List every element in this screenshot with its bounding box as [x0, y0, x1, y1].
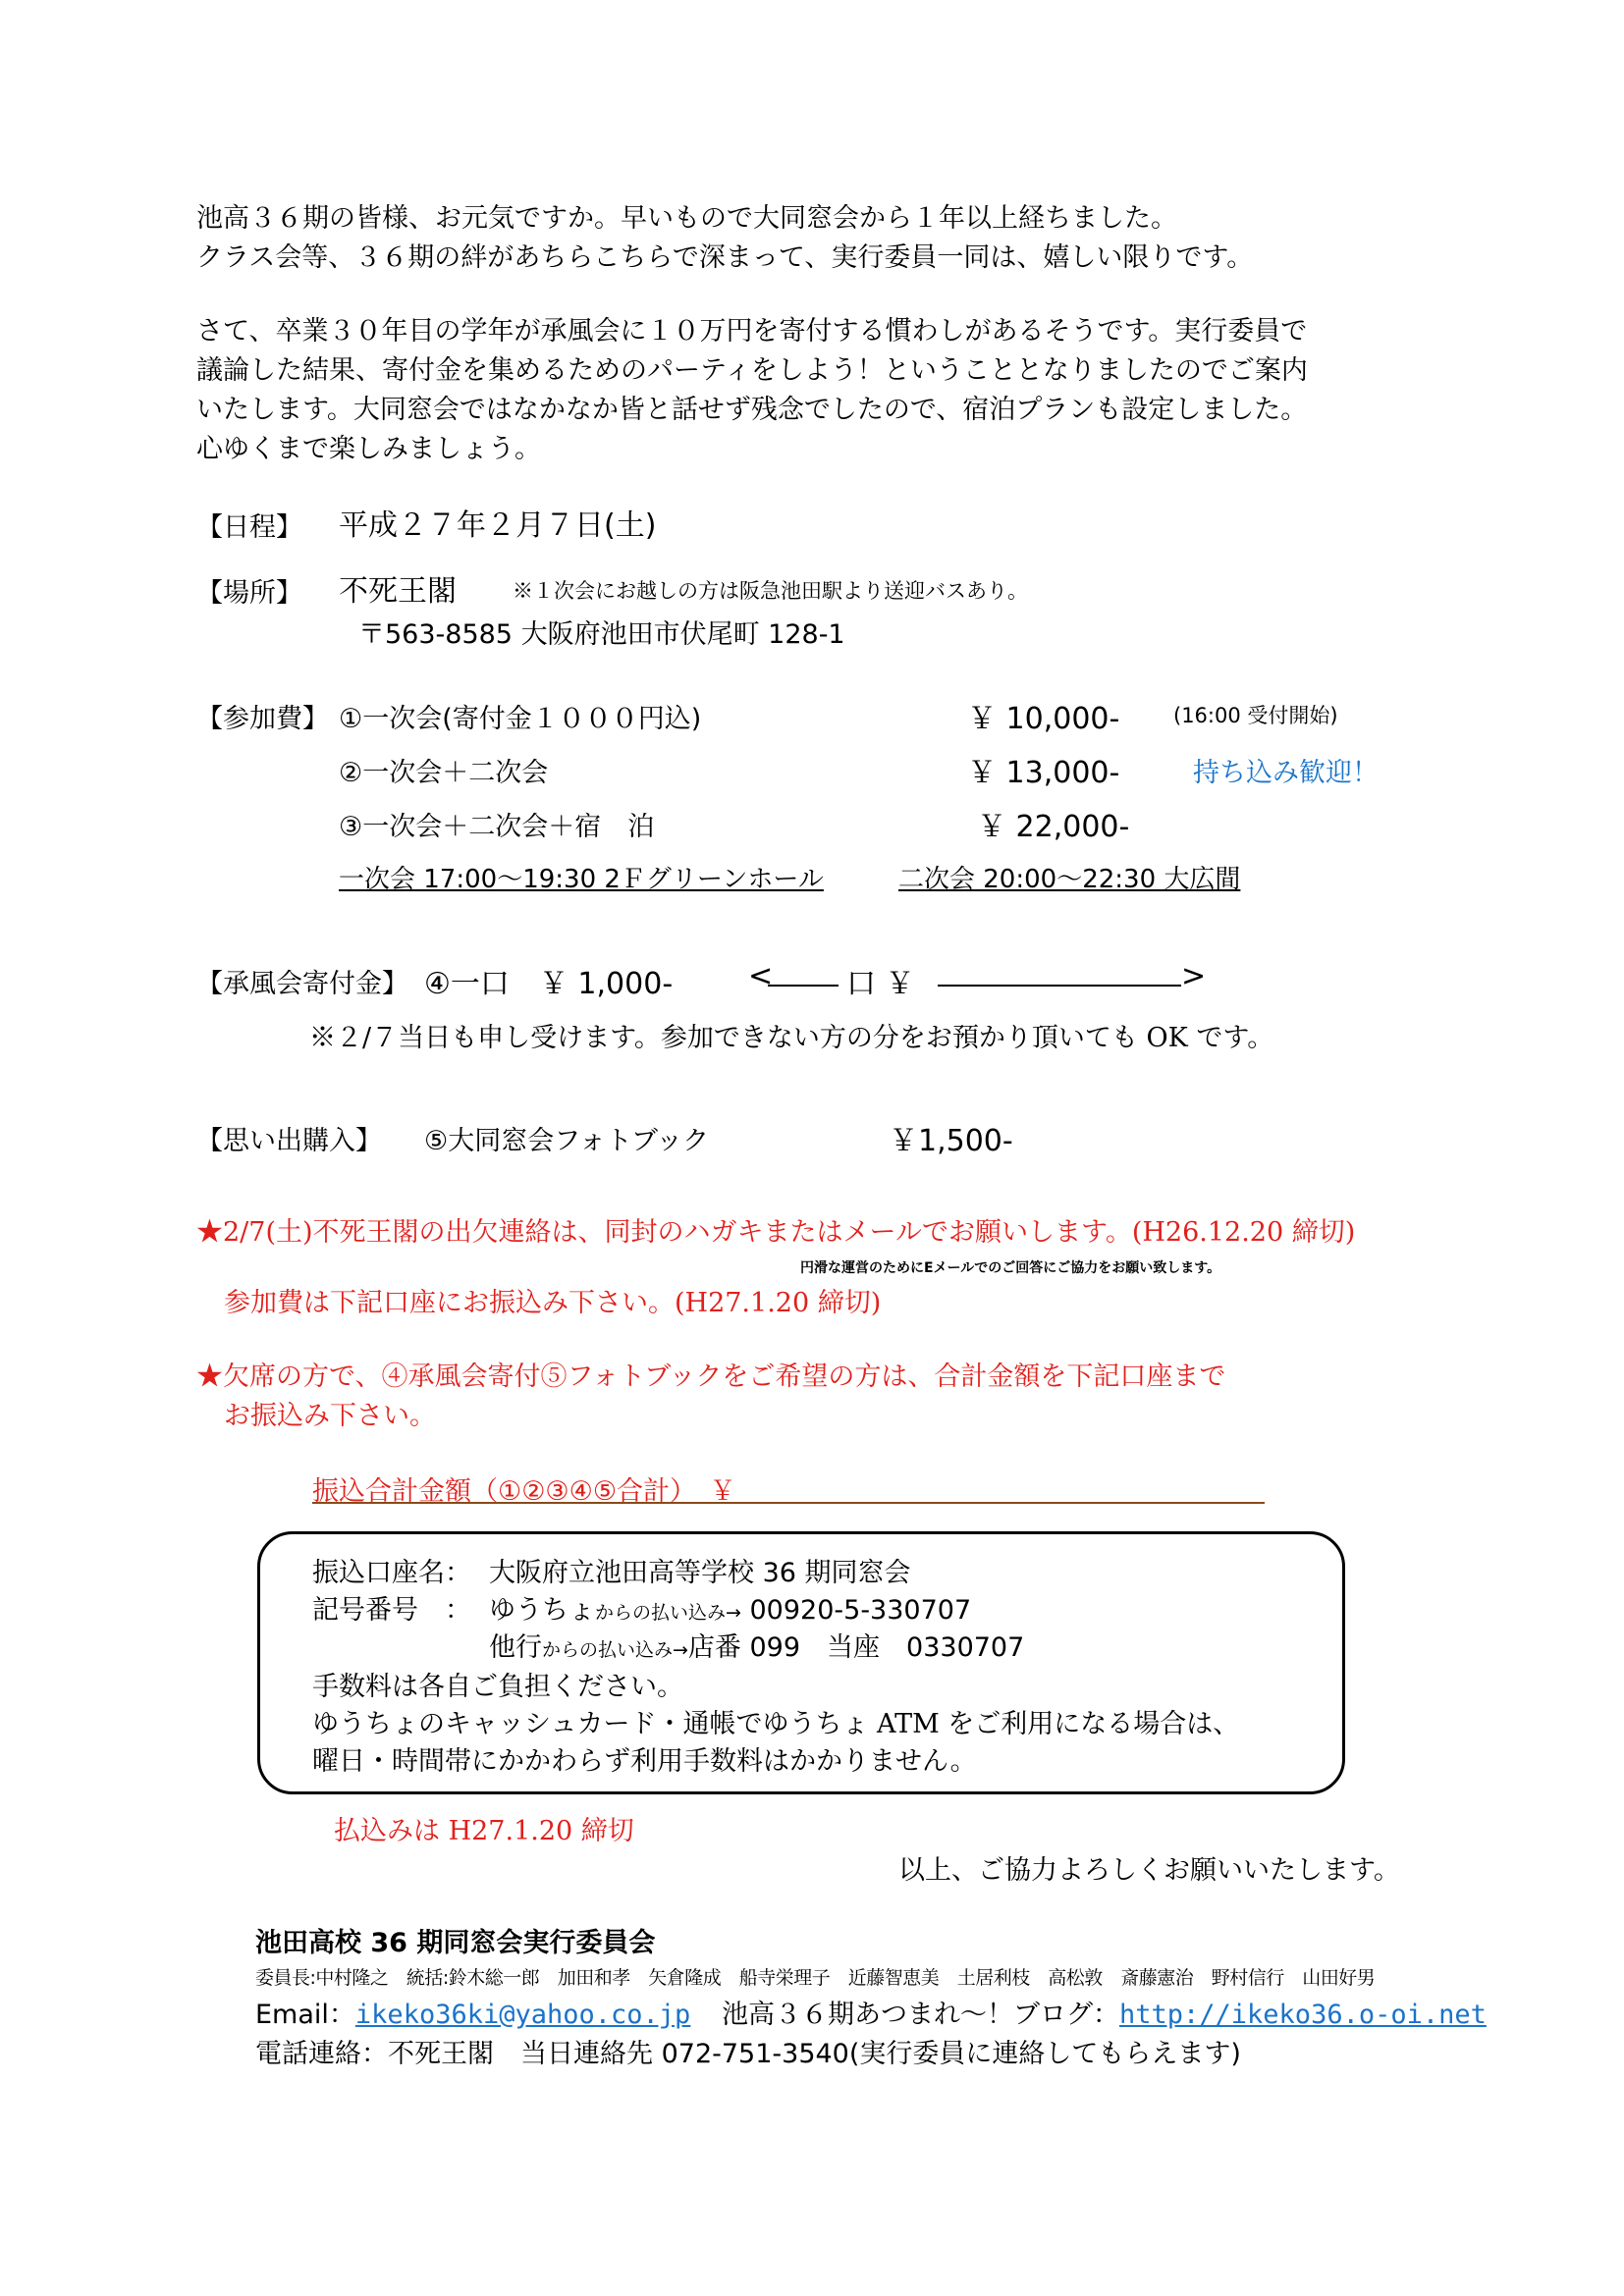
- purchase-price: ￥1,500-: [889, 1124, 1013, 1158]
- yucho-label: ゆうちょ: [489, 1595, 595, 1626]
- account-name-label: 振込口座名：: [312, 1558, 471, 1588]
- fees-label: 【参加費】: [196, 704, 329, 734]
- schedule-label: 【日程】: [196, 512, 302, 543]
- total-amount-label: 振込合計金額（①②③④⑤合計） ￥: [312, 1476, 736, 1507]
- email-link[interactable]: ikeko36ki@yahoo.co.jp: [354, 2000, 691, 2030]
- fee-item-1-name: ①一次会(寄付金１０００円込): [339, 704, 702, 734]
- total-amount-blank[interactable]: [312, 1502, 1265, 1504]
- email-row: [255, 1993, 690, 2031]
- payment-deadline: 払込みは H27.1.20 締切: [334, 1816, 634, 1846]
- committee-title: 池田高校 36 期同窓会実行委員会: [255, 1928, 656, 1958]
- donation-form-open: <: [748, 959, 774, 993]
- other-bank-account-number: 店番 099 当座 0330707: [687, 1632, 1025, 1663]
- fee-note-2: ゆうちょのキャッシュカード・通帳でゆうちょ ATM をご利用になる場合は、: [312, 1709, 1240, 1739]
- account-other-bank-row: [489, 1626, 1024, 1664]
- committee-members: 委員長:中村隆之 統括:鈴木総一郎 加田和孝 矢倉隆成 船寺栄理子 近藤智恵美 土居利枝 高松敦 斎藤憲治 野村信行 山田好男: [255, 1967, 1376, 1989]
- notice-attendance: ★2/7(土)不死王閣の出欠連絡は、同封のハガキまたはメールでお願いします。(H26.12.20 締切): [196, 1217, 1356, 1248]
- donation-form-close: >: [1181, 959, 1207, 993]
- fee-item-1-note: (16:00 受付開始): [1173, 704, 1338, 727]
- yucho-from-note: からの払い込み→: [595, 1602, 741, 1624]
- phone-contact: 電話連絡：不死王閣 当日連絡先 072-751-3540(実行委員に連絡してもらえます): [255, 2039, 1241, 2069]
- purchase-item: ⑤大同窓会フォトブック: [424, 1126, 710, 1156]
- blog-label: 池高３６期あつまれ～！ブログ：: [722, 2000, 1119, 2030]
- intro-line-4: 議論した結果、寄付金を集めるためのパーティをしよう！ということとなりましたのでご案内: [196, 355, 1308, 386]
- account-name-value: 大阪府立池田高等学校 36 期同窓会: [489, 1558, 911, 1588]
- fee-item-2-name: ②一次会＋二次会: [339, 758, 549, 788]
- donation-amount-blank[interactable]: [938, 985, 1181, 987]
- intro-line-1: 池高３６期の皆様、お元気ですか。早いもので大同窓会から１年以上経ちました。: [196, 203, 1177, 234]
- fee-item-3-price: ￥ 22,000-: [977, 810, 1130, 844]
- fee-item-2-price: ￥ 13,000-: [967, 756, 1120, 790]
- intro-line-6: 心ゆくまで楽しみましょう。: [196, 434, 541, 464]
- donation-item: ④一口 ￥ 1,000-: [424, 967, 674, 1001]
- intro-line-5: いたします。大同窓会ではなかなか皆と話せず残念でしたので、宿泊プランも設定しました。: [196, 395, 1308, 425]
- donation-count-blank[interactable]: [768, 985, 839, 987]
- venue-label: 【場所】: [196, 578, 302, 609]
- venue-note: ※１次会にお越しの方は阪急池田駅より送迎バスあり。: [513, 579, 1028, 603]
- donation-note: ※２/７当日も申し受けます。参加できない方の分をお預かり頂いても OK です。: [309, 1023, 1274, 1053]
- notice-payment: 参加費は下記口座にお振込み下さい。(H27.1.20 締切): [224, 1288, 882, 1318]
- blog-row: [722, 1993, 1487, 2031]
- donation-form-unit: 口 ￥: [846, 967, 915, 1001]
- session-1: 一次会 17:00～19:30 2Ｆグリーンホール: [339, 865, 824, 894]
- account-number-label: 記号番号 ：: [312, 1595, 471, 1626]
- notice-absent-line-1: ★欠席の方で、④承風会寄付⑤フォトブックをご希望の方は、合計金額を下記口座まで: [196, 1362, 1226, 1392]
- blog-link[interactable]: http://ikeko36.o-oi.net: [1119, 2000, 1487, 2030]
- venue-name: 不死王閣: [339, 574, 457, 609]
- closing-remark: 以上、ご協力よろしくお願いいたします。: [898, 1855, 1400, 1886]
- intro-line-2: クラス会等、３６期の絆があちらこちらで深まって、実行委員一同は、嬉しい限りです。: [196, 242, 1254, 273]
- fee-note-1: 手数料は各自ご負担ください。: [312, 1672, 683, 1702]
- account-yucho-row: [489, 1588, 971, 1627]
- email-label: Email：: [255, 2000, 355, 2030]
- session-2: 二次会 20:00～22:30 大広間: [898, 865, 1241, 894]
- other-bank-from-note: からの払い込み→: [542, 1639, 688, 1661]
- venue-address: 〒563-8585 大阪府池田市伏尾町 128-1: [358, 619, 845, 650]
- intro-line-3: さて、卒業３０年目の学年が承風会に１０万円を寄付する慣わしがあるそうです。実行委員で: [196, 316, 1308, 347]
- schedule-value: 平成２７年２月７日(土): [339, 508, 657, 543]
- notice-absent-line-2: お振込み下さい。: [224, 1401, 436, 1431]
- donation-label: 【承風会寄付金】: [196, 969, 408, 999]
- fee-note-3: 曜日・時間帯にかかわらず利用手数料はかかりません。: [312, 1746, 977, 1777]
- yucho-account-number: 00920-5-330707: [740, 1595, 972, 1626]
- purchase-label: 【思い出購入】: [196, 1126, 382, 1156]
- fee-item-2-note: 持ち込み歓迎！: [1193, 758, 1379, 788]
- other-bank-label: 他行: [489, 1632, 542, 1663]
- fee-item-1-price: ￥ 10,000-: [967, 702, 1120, 736]
- fee-item-3-name: ③一次会＋二次会＋宿 泊: [339, 812, 655, 842]
- notice-email-request: 円滑な運営のためにEメールでのご回答にご協力をお願い致します。: [800, 1260, 1221, 1276]
